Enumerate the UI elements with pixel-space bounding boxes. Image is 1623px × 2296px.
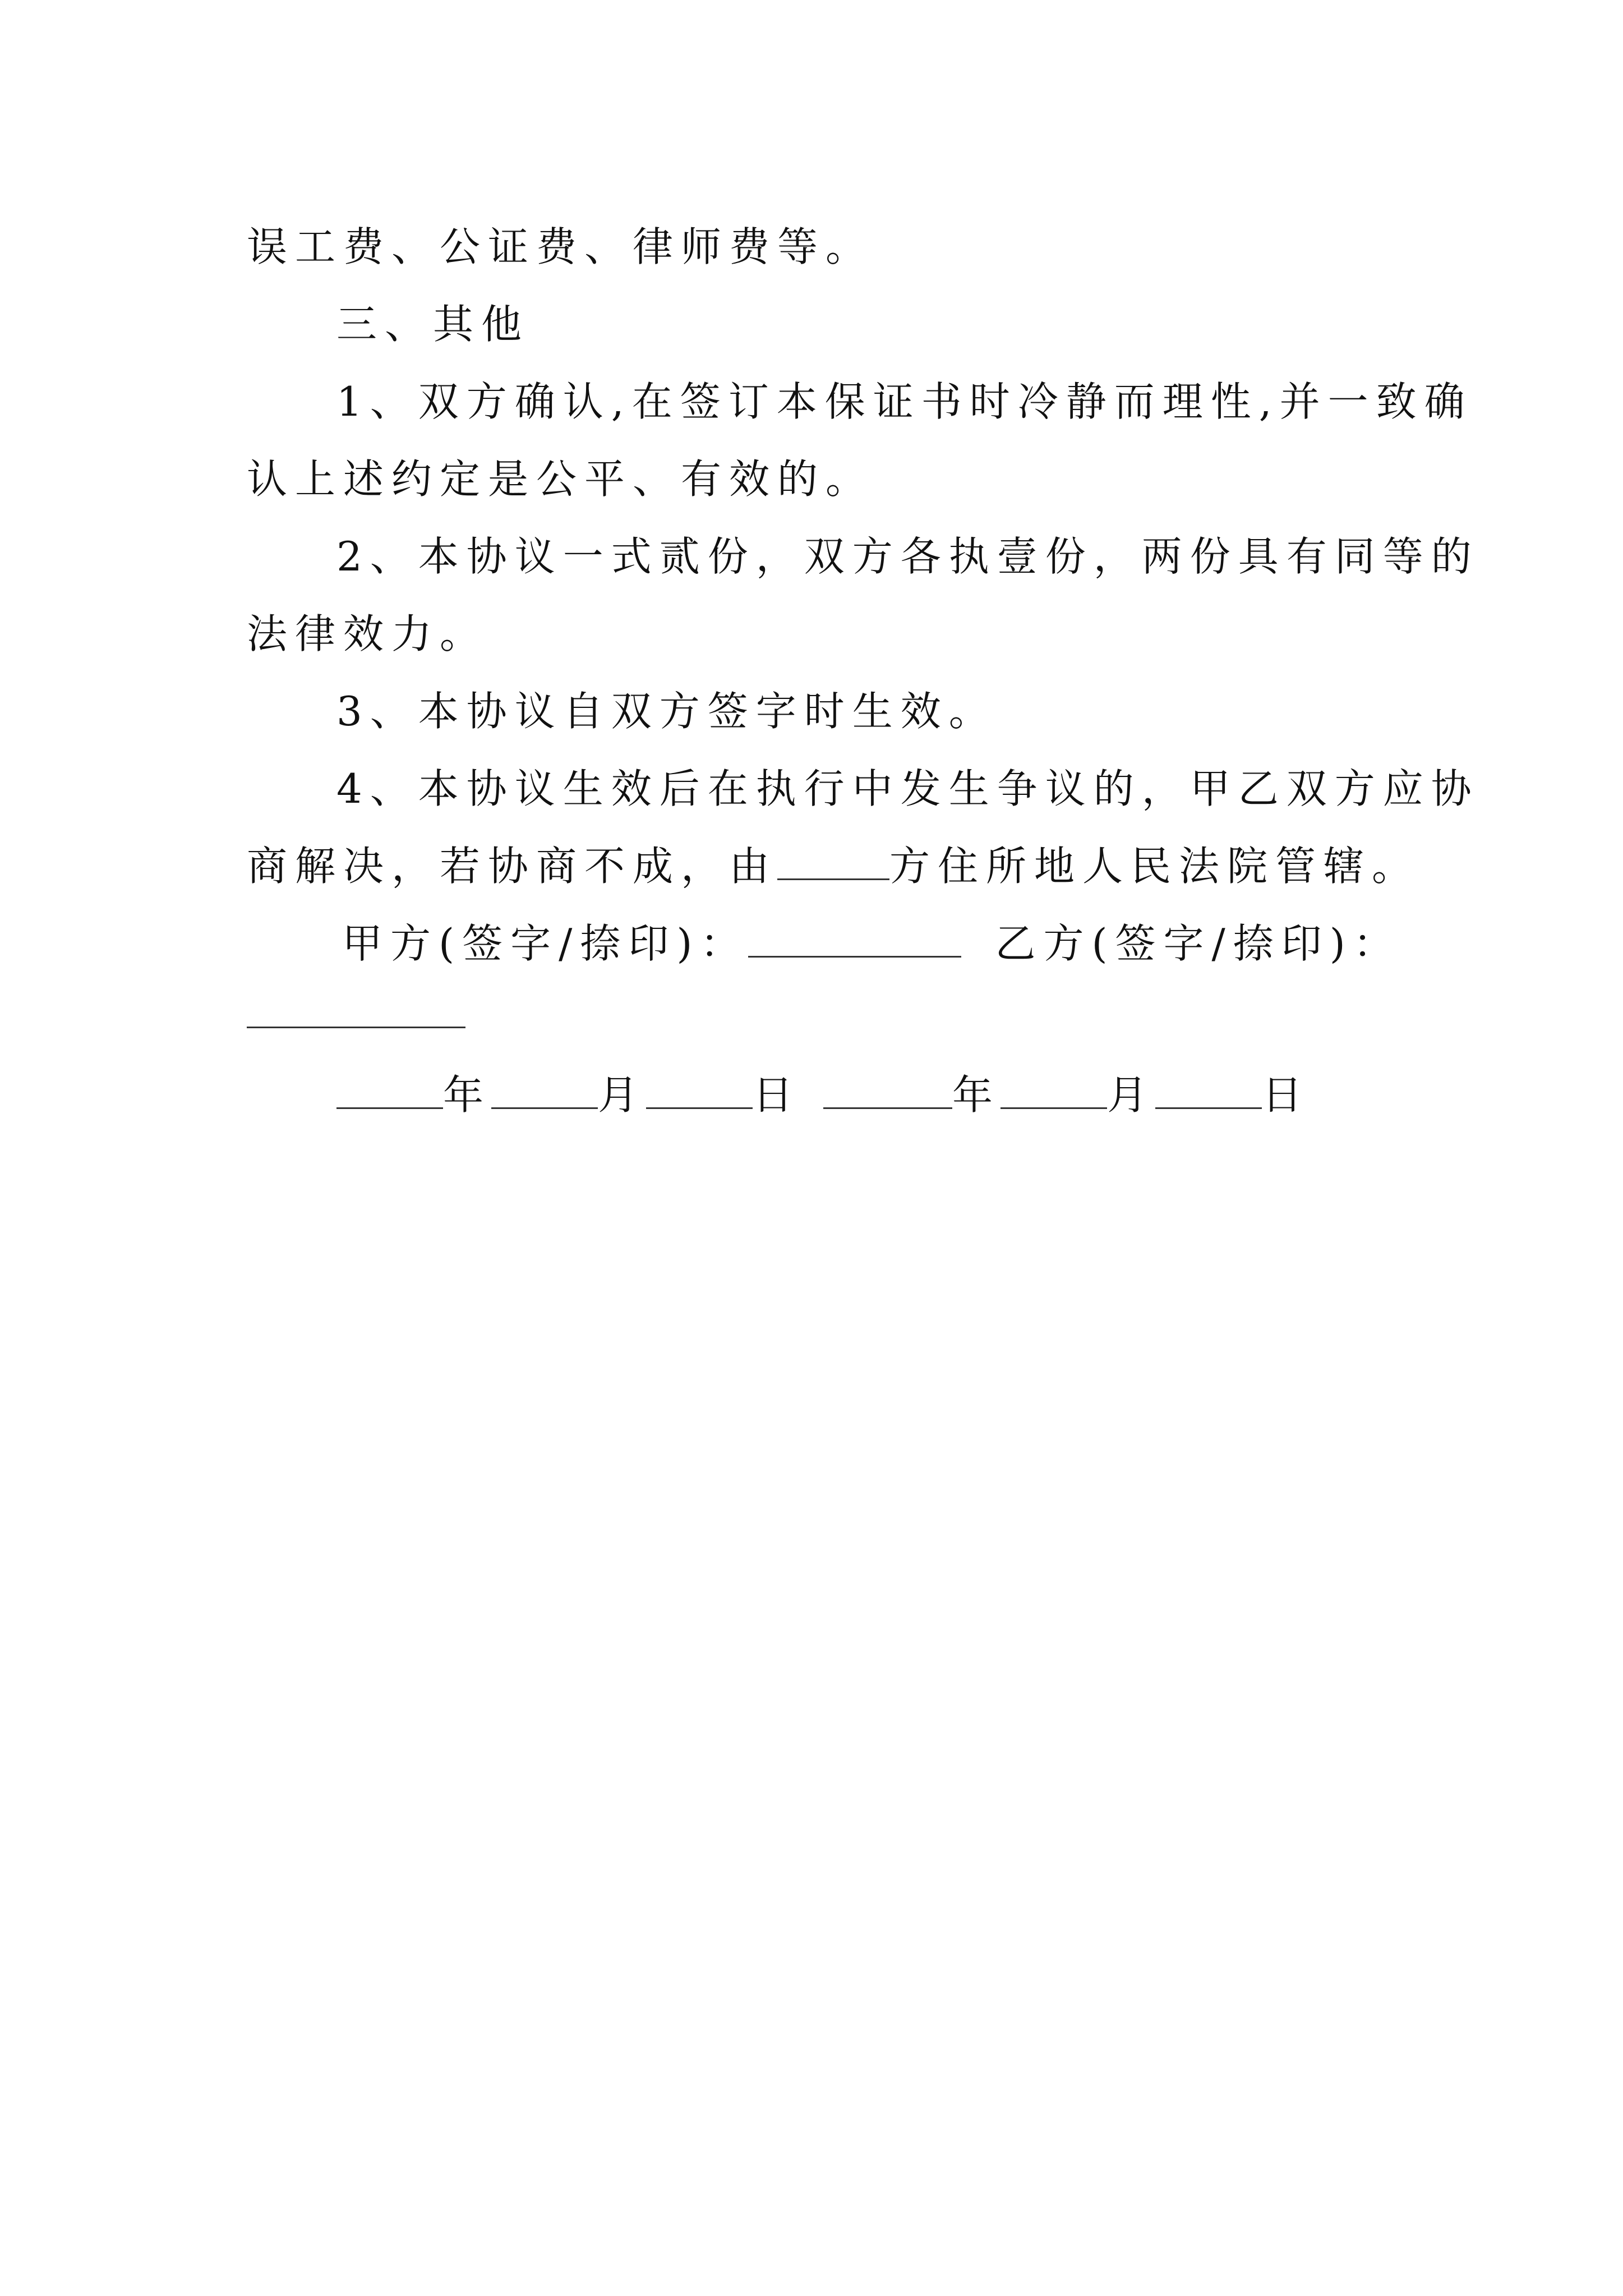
- party-b-year-label: 年: [952, 1071, 1001, 1119]
- clause-4-text-a: 商解决，若协商不成，由: [247, 843, 778, 890]
- party-a-month-label: 月: [598, 1071, 647, 1119]
- party-a-year-label: 年: [443, 1071, 492, 1119]
- party-b-signature-blank[interactable]: [247, 1027, 465, 1028]
- clause-3: 3、本协议自双方签字时生效。: [336, 688, 997, 735]
- clause-4-line-2: [247, 838, 1421, 894]
- party-b-label: 乙方(签字/捺印)：: [995, 920, 1401, 967]
- party-a-label: 甲方(签字/捺印)：: [342, 920, 749, 967]
- date-line: [336, 1067, 1481, 1123]
- party-a-day-blank[interactable]: [646, 1067, 753, 1109]
- party-b-month-blank[interactable]: [1000, 1067, 1107, 1109]
- clause-2-line-1: 2、本协议一式贰份，双方各执壹份，两份具有同等的: [336, 533, 1479, 580]
- party-a-day-label: 日: [753, 1071, 801, 1119]
- signature-line: [342, 915, 1486, 972]
- clause-1-line-1: 1、双方确认,在签订本保证书时冷静而理性,并一致确: [336, 378, 1473, 425]
- party-a-year-blank[interactable]: [336, 1067, 443, 1109]
- clause-4-line-1: 4、本协议生效后在执行中发生争议的，甲乙双方应协: [336, 765, 1479, 812]
- party-b-year-blank[interactable]: [823, 1067, 952, 1109]
- party-b-day-blank[interactable]: [1155, 1067, 1262, 1109]
- clause-2-line-2: 法律效力。: [247, 610, 488, 657]
- party-b-month-label: 月: [1107, 1071, 1156, 1119]
- court-party-blank[interactable]: [777, 838, 889, 880]
- text-line-1: 误工费、公证费、律师费等。: [247, 223, 874, 270]
- section-heading-other: 三、其他: [336, 301, 530, 348]
- party-b-day-label: 日: [1262, 1071, 1311, 1119]
- party-a-month-blank[interactable]: [491, 1067, 598, 1109]
- party-a-signature-blank[interactable]: [748, 915, 961, 958]
- clause-1-line-2: 认上述约定是公平、有效的。: [247, 455, 874, 503]
- clause-4-text-b: 方住所地人民法院管辖。: [889, 843, 1421, 890]
